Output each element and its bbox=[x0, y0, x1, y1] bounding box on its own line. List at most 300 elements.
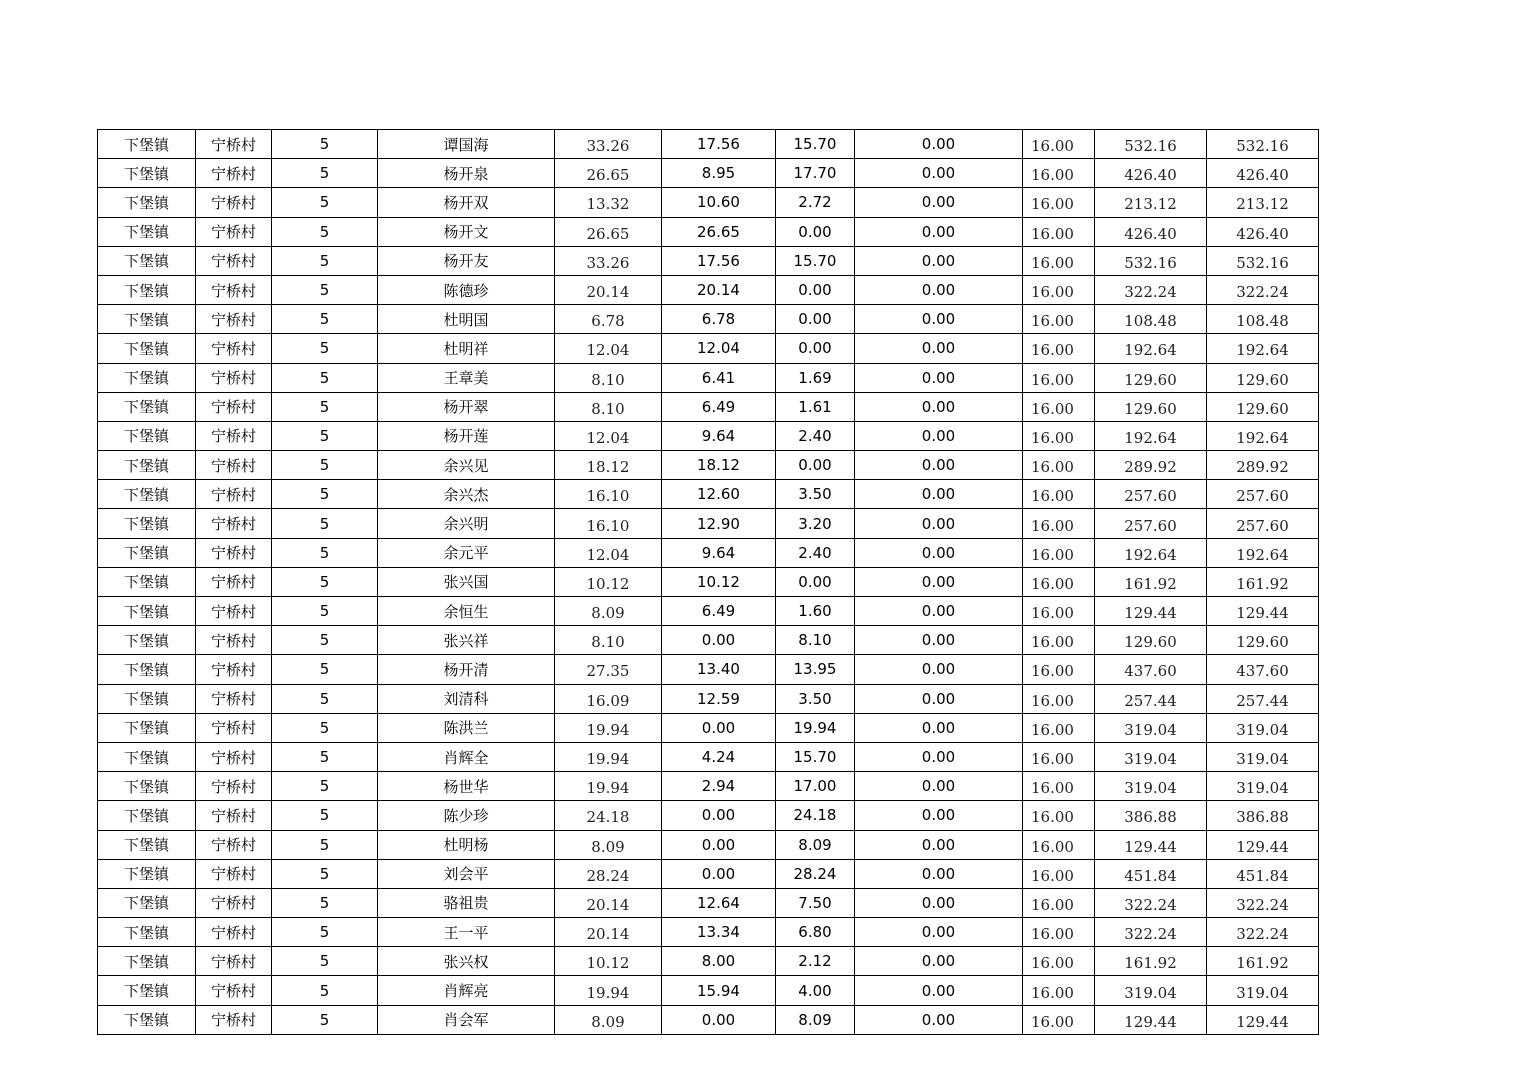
area-c-cell: 0.00 bbox=[855, 567, 1023, 596]
area-c-cell: 0.00 bbox=[855, 334, 1023, 363]
area-b-cell: 1.61 bbox=[776, 392, 855, 421]
amount-cell: 437.60 bbox=[1095, 655, 1207, 684]
table-row bbox=[98, 713, 1319, 742]
group-cell: 5 bbox=[272, 363, 378, 392]
amount-cell: 129.44 bbox=[1095, 830, 1207, 859]
town-cell: 下堡镇 bbox=[98, 801, 196, 830]
amount-cell: 161.92 bbox=[1095, 567, 1207, 596]
rate-cell: 16.00 bbox=[1023, 451, 1095, 480]
total-cell: 289.92 bbox=[1207, 451, 1319, 480]
town-cell: 下堡镇 bbox=[98, 742, 196, 771]
amount-cell: 319.04 bbox=[1095, 713, 1207, 742]
table-row bbox=[98, 976, 1319, 1005]
area-a-cell: 6.49 bbox=[662, 597, 776, 626]
rate-cell: 16.00 bbox=[1023, 159, 1095, 188]
group-cell: 5 bbox=[272, 480, 378, 509]
total-cell: 322.24 bbox=[1207, 275, 1319, 304]
name-cell: 刘清科 bbox=[378, 684, 555, 713]
village-cell: 宁桥村 bbox=[196, 713, 272, 742]
amount-cell: 319.04 bbox=[1095, 742, 1207, 771]
group-cell: 5 bbox=[272, 305, 378, 334]
rate-cell: 16.00 bbox=[1023, 305, 1095, 334]
table-row bbox=[98, 363, 1319, 392]
total-cell: 129.60 bbox=[1207, 392, 1319, 421]
area-a-cell: 18.12 bbox=[662, 451, 776, 480]
area-b-cell: 8.09 bbox=[776, 1005, 855, 1034]
total-cell: 161.92 bbox=[1207, 947, 1319, 976]
village-cell: 宁桥村 bbox=[196, 363, 272, 392]
group-cell: 5 bbox=[272, 509, 378, 538]
area-c-cell: 0.00 bbox=[855, 509, 1023, 538]
amount-cell: 213.12 bbox=[1095, 188, 1207, 217]
area-c-cell: 0.00 bbox=[855, 188, 1023, 217]
area-a-cell: 0.00 bbox=[662, 713, 776, 742]
name-cell: 余元平 bbox=[378, 538, 555, 567]
group-cell: 5 bbox=[272, 246, 378, 275]
area-a-cell: 8.95 bbox=[662, 159, 776, 188]
group-cell: 5 bbox=[272, 334, 378, 363]
village-cell: 宁桥村 bbox=[196, 392, 272, 421]
area-b-cell: 0.00 bbox=[776, 275, 855, 304]
total-cell: 192.64 bbox=[1207, 334, 1319, 363]
table-row bbox=[98, 947, 1319, 976]
rate-cell: 16.00 bbox=[1023, 392, 1095, 421]
group-cell: 5 bbox=[272, 918, 378, 947]
area-b-cell: 2.72 bbox=[776, 188, 855, 217]
total-cell: 161.92 bbox=[1207, 567, 1319, 596]
area-a-cell: 6.41 bbox=[662, 363, 776, 392]
area-a-cell: 13.40 bbox=[662, 655, 776, 684]
village-cell: 宁桥村 bbox=[196, 217, 272, 246]
rate-cell: 16.00 bbox=[1023, 655, 1095, 684]
town-cell: 下堡镇 bbox=[98, 509, 196, 538]
village-cell: 宁桥村 bbox=[196, 801, 272, 830]
area-cell: 24.18 bbox=[555, 801, 662, 830]
table-row bbox=[98, 451, 1319, 480]
town-cell: 下堡镇 bbox=[98, 713, 196, 742]
area-b-cell: 7.50 bbox=[776, 888, 855, 917]
amount-cell: 322.24 bbox=[1095, 275, 1207, 304]
area-c-cell: 0.00 bbox=[855, 684, 1023, 713]
amount-cell: 129.60 bbox=[1095, 626, 1207, 655]
area-b-cell: 19.94 bbox=[776, 713, 855, 742]
name-cell: 谭国海 bbox=[378, 130, 555, 159]
table-row bbox=[98, 188, 1319, 217]
name-cell: 陈少珍 bbox=[378, 801, 555, 830]
village-cell: 宁桥村 bbox=[196, 859, 272, 888]
area-b-cell: 4.00 bbox=[776, 976, 855, 1005]
group-cell: 5 bbox=[272, 597, 378, 626]
village-cell: 宁桥村 bbox=[196, 538, 272, 567]
rate-cell: 16.00 bbox=[1023, 246, 1095, 275]
area-cell: 18.12 bbox=[555, 451, 662, 480]
area-a-cell: 12.90 bbox=[662, 509, 776, 538]
village-cell: 宁桥村 bbox=[196, 918, 272, 947]
area-cell: 12.04 bbox=[555, 334, 662, 363]
town-cell: 下堡镇 bbox=[98, 888, 196, 917]
name-cell: 陈德珍 bbox=[378, 275, 555, 304]
total-cell: 257.60 bbox=[1207, 480, 1319, 509]
total-cell: 257.60 bbox=[1207, 509, 1319, 538]
area-c-cell: 0.00 bbox=[855, 713, 1023, 742]
total-cell: 451.84 bbox=[1207, 859, 1319, 888]
name-cell: 余兴明 bbox=[378, 509, 555, 538]
area-c-cell: 0.00 bbox=[855, 918, 1023, 947]
group-cell: 5 bbox=[272, 742, 378, 771]
area-cell: 19.94 bbox=[555, 713, 662, 742]
area-c-cell: 0.00 bbox=[855, 859, 1023, 888]
table-row bbox=[98, 509, 1319, 538]
town-cell: 下堡镇 bbox=[98, 1005, 196, 1034]
group-cell: 5 bbox=[272, 947, 378, 976]
area-cell: 20.14 bbox=[555, 918, 662, 947]
rate-cell: 16.00 bbox=[1023, 538, 1095, 567]
amount-cell: 192.64 bbox=[1095, 421, 1207, 450]
area-b-cell: 0.00 bbox=[776, 305, 855, 334]
name-cell: 肖会军 bbox=[378, 1005, 555, 1034]
area-a-cell: 9.64 bbox=[662, 421, 776, 450]
town-cell: 下堡镇 bbox=[98, 217, 196, 246]
area-c-cell: 0.00 bbox=[855, 275, 1023, 304]
area-a-cell: 12.59 bbox=[662, 684, 776, 713]
area-cell: 19.94 bbox=[555, 772, 662, 801]
town-cell: 下堡镇 bbox=[98, 684, 196, 713]
table-row bbox=[98, 626, 1319, 655]
amount-cell: 319.04 bbox=[1095, 976, 1207, 1005]
area-b-cell: 0.00 bbox=[776, 567, 855, 596]
area-c-cell: 0.00 bbox=[855, 392, 1023, 421]
town-cell: 下堡镇 bbox=[98, 188, 196, 217]
amount-cell: 129.44 bbox=[1095, 1005, 1207, 1034]
rate-cell: 16.00 bbox=[1023, 626, 1095, 655]
area-b-cell: 2.12 bbox=[776, 947, 855, 976]
area-cell: 26.65 bbox=[555, 217, 662, 246]
area-c-cell: 0.00 bbox=[855, 976, 1023, 1005]
total-cell: 426.40 bbox=[1207, 159, 1319, 188]
area-b-cell: 15.70 bbox=[776, 130, 855, 159]
town-cell: 下堡镇 bbox=[98, 772, 196, 801]
amount-cell: 319.04 bbox=[1095, 772, 1207, 801]
group-cell: 5 bbox=[272, 626, 378, 655]
area-b-cell: 1.69 bbox=[776, 363, 855, 392]
town-cell: 下堡镇 bbox=[98, 451, 196, 480]
rate-cell: 16.00 bbox=[1023, 480, 1095, 509]
village-cell: 宁桥村 bbox=[196, 772, 272, 801]
amount-cell: 257.60 bbox=[1095, 480, 1207, 509]
table-row bbox=[98, 772, 1319, 801]
group-cell: 5 bbox=[272, 830, 378, 859]
total-cell: 319.04 bbox=[1207, 976, 1319, 1005]
area-b-cell: 2.40 bbox=[776, 538, 855, 567]
area-a-cell: 0.00 bbox=[662, 859, 776, 888]
area-cell: 16.10 bbox=[555, 509, 662, 538]
area-a-cell: 0.00 bbox=[662, 626, 776, 655]
table-row bbox=[98, 159, 1319, 188]
name-cell: 杨开友 bbox=[378, 246, 555, 275]
town-cell: 下堡镇 bbox=[98, 363, 196, 392]
group-cell: 5 bbox=[272, 859, 378, 888]
village-cell: 宁桥村 bbox=[196, 888, 272, 917]
area-c-cell: 0.00 bbox=[855, 742, 1023, 771]
area-a-cell: 2.94 bbox=[662, 772, 776, 801]
area-cell: 19.94 bbox=[555, 976, 662, 1005]
total-cell: 129.44 bbox=[1207, 1005, 1319, 1034]
group-cell: 5 bbox=[272, 538, 378, 567]
rate-cell: 16.00 bbox=[1023, 1005, 1095, 1034]
amount-cell: 322.24 bbox=[1095, 888, 1207, 917]
group-cell: 5 bbox=[272, 451, 378, 480]
area-cell: 8.10 bbox=[555, 363, 662, 392]
area-c-cell: 0.00 bbox=[855, 421, 1023, 450]
area-c-cell: 0.00 bbox=[855, 655, 1023, 684]
area-cell: 8.09 bbox=[555, 830, 662, 859]
area-b-cell: 28.24 bbox=[776, 859, 855, 888]
rate-cell: 16.00 bbox=[1023, 859, 1095, 888]
town-cell: 下堡镇 bbox=[98, 626, 196, 655]
table-row bbox=[98, 1005, 1319, 1034]
rate-cell: 16.00 bbox=[1023, 188, 1095, 217]
area-c-cell: 0.00 bbox=[855, 363, 1023, 392]
area-a-cell: 12.04 bbox=[662, 334, 776, 363]
name-cell: 杨开文 bbox=[378, 217, 555, 246]
area-b-cell: 8.10 bbox=[776, 626, 855, 655]
area-c-cell: 0.00 bbox=[855, 947, 1023, 976]
area-cell: 20.14 bbox=[555, 888, 662, 917]
name-cell: 张兴祥 bbox=[378, 626, 555, 655]
village-cell: 宁桥村 bbox=[196, 684, 272, 713]
name-cell: 骆祖贵 bbox=[378, 888, 555, 917]
village-cell: 宁桥村 bbox=[196, 246, 272, 275]
area-cell: 16.10 bbox=[555, 480, 662, 509]
total-cell: 319.04 bbox=[1207, 713, 1319, 742]
group-cell: 5 bbox=[272, 801, 378, 830]
rate-cell: 16.00 bbox=[1023, 772, 1095, 801]
town-cell: 下堡镇 bbox=[98, 859, 196, 888]
total-cell: 192.64 bbox=[1207, 421, 1319, 450]
area-b-cell: 3.50 bbox=[776, 480, 855, 509]
area-cell: 12.04 bbox=[555, 421, 662, 450]
rate-cell: 16.00 bbox=[1023, 597, 1095, 626]
table-row bbox=[98, 801, 1319, 830]
rate-cell: 16.00 bbox=[1023, 947, 1095, 976]
area-b-cell: 24.18 bbox=[776, 801, 855, 830]
village-cell: 宁桥村 bbox=[196, 567, 272, 596]
rate-cell: 16.00 bbox=[1023, 888, 1095, 917]
area-c-cell: 0.00 bbox=[855, 888, 1023, 917]
village-cell: 宁桥村 bbox=[196, 421, 272, 450]
rate-cell: 16.00 bbox=[1023, 363, 1095, 392]
table-row bbox=[98, 859, 1319, 888]
total-cell: 319.04 bbox=[1207, 772, 1319, 801]
amount-cell: 192.64 bbox=[1095, 334, 1207, 363]
village-cell: 宁桥村 bbox=[196, 305, 272, 334]
group-cell: 5 bbox=[272, 976, 378, 1005]
name-cell: 杨开清 bbox=[378, 655, 555, 684]
rate-cell: 16.00 bbox=[1023, 976, 1095, 1005]
town-cell: 下堡镇 bbox=[98, 305, 196, 334]
table-row bbox=[98, 918, 1319, 947]
town-cell: 下堡镇 bbox=[98, 655, 196, 684]
town-cell: 下堡镇 bbox=[98, 421, 196, 450]
group-cell: 5 bbox=[272, 130, 378, 159]
group-cell: 5 bbox=[272, 392, 378, 421]
name-cell: 张兴国 bbox=[378, 567, 555, 596]
area-b-cell: 8.09 bbox=[776, 830, 855, 859]
group-cell: 5 bbox=[272, 888, 378, 917]
town-cell: 下堡镇 bbox=[98, 392, 196, 421]
area-a-cell: 9.64 bbox=[662, 538, 776, 567]
table-row bbox=[98, 305, 1319, 334]
rate-cell: 16.00 bbox=[1023, 918, 1095, 947]
area-a-cell: 26.65 bbox=[662, 217, 776, 246]
table-row bbox=[98, 538, 1319, 567]
rate-cell: 16.00 bbox=[1023, 509, 1095, 538]
area-b-cell: 3.20 bbox=[776, 509, 855, 538]
area-b-cell: 13.95 bbox=[776, 655, 855, 684]
total-cell: 129.44 bbox=[1207, 597, 1319, 626]
area-c-cell: 0.00 bbox=[855, 626, 1023, 655]
area-b-cell: 15.70 bbox=[776, 742, 855, 771]
rate-cell: 16.00 bbox=[1023, 567, 1095, 596]
total-cell: 426.40 bbox=[1207, 217, 1319, 246]
group-cell: 5 bbox=[272, 713, 378, 742]
rate-cell: 16.00 bbox=[1023, 421, 1095, 450]
rate-cell: 16.00 bbox=[1023, 801, 1095, 830]
area-b-cell: 0.00 bbox=[776, 334, 855, 363]
area-a-cell: 17.56 bbox=[662, 130, 776, 159]
group-cell: 5 bbox=[272, 655, 378, 684]
amount-cell: 129.60 bbox=[1095, 363, 1207, 392]
area-a-cell: 10.60 bbox=[662, 188, 776, 217]
amount-cell: 257.60 bbox=[1095, 509, 1207, 538]
table-row bbox=[98, 830, 1319, 859]
name-cell: 余兴杰 bbox=[378, 480, 555, 509]
amount-cell: 289.92 bbox=[1095, 451, 1207, 480]
total-cell: 322.24 bbox=[1207, 918, 1319, 947]
table-row bbox=[98, 597, 1319, 626]
name-cell: 杨开泉 bbox=[378, 159, 555, 188]
rate-cell: 16.00 bbox=[1023, 684, 1095, 713]
area-cell: 33.26 bbox=[555, 130, 662, 159]
area-cell: 26.65 bbox=[555, 159, 662, 188]
area-a-cell: 15.94 bbox=[662, 976, 776, 1005]
total-cell: 129.60 bbox=[1207, 626, 1319, 655]
area-cell: 8.10 bbox=[555, 626, 662, 655]
area-b-cell: 0.00 bbox=[776, 451, 855, 480]
rate-cell: 16.00 bbox=[1023, 275, 1095, 304]
area-a-cell: 17.56 bbox=[662, 246, 776, 275]
name-cell: 肖辉全 bbox=[378, 742, 555, 771]
area-a-cell: 6.49 bbox=[662, 392, 776, 421]
area-a-cell: 13.34 bbox=[662, 918, 776, 947]
area-c-cell: 0.00 bbox=[855, 801, 1023, 830]
area-c-cell: 0.00 bbox=[855, 451, 1023, 480]
town-cell: 下堡镇 bbox=[98, 830, 196, 859]
area-a-cell: 8.00 bbox=[662, 947, 776, 976]
rate-cell: 16.00 bbox=[1023, 217, 1095, 246]
rate-cell: 16.00 bbox=[1023, 742, 1095, 771]
area-cell: 8.09 bbox=[555, 597, 662, 626]
name-cell: 余恒生 bbox=[378, 597, 555, 626]
town-cell: 下堡镇 bbox=[98, 275, 196, 304]
village-cell: 宁桥村 bbox=[196, 509, 272, 538]
table-row bbox=[98, 275, 1319, 304]
table-row bbox=[98, 888, 1319, 917]
group-cell: 5 bbox=[272, 567, 378, 596]
area-c-cell: 0.00 bbox=[855, 1005, 1023, 1034]
group-cell: 5 bbox=[272, 421, 378, 450]
town-cell: 下堡镇 bbox=[98, 947, 196, 976]
area-b-cell: 0.00 bbox=[776, 217, 855, 246]
table-row bbox=[98, 392, 1319, 421]
amount-cell: 426.40 bbox=[1095, 159, 1207, 188]
area-cell: 13.32 bbox=[555, 188, 662, 217]
amount-cell: 532.16 bbox=[1095, 130, 1207, 159]
area-a-cell: 12.64 bbox=[662, 888, 776, 917]
table-row bbox=[98, 567, 1319, 596]
area-c-cell: 0.00 bbox=[855, 480, 1023, 509]
total-cell: 257.44 bbox=[1207, 684, 1319, 713]
group-cell: 5 bbox=[272, 684, 378, 713]
rate-cell: 16.00 bbox=[1023, 130, 1095, 159]
table-row bbox=[98, 421, 1319, 450]
area-b-cell: 17.00 bbox=[776, 772, 855, 801]
total-cell: 213.12 bbox=[1207, 188, 1319, 217]
town-cell: 下堡镇 bbox=[98, 567, 196, 596]
name-cell: 刘会平 bbox=[378, 859, 555, 888]
area-b-cell: 15.70 bbox=[776, 246, 855, 275]
table-body bbox=[98, 130, 1319, 1035]
table-row bbox=[98, 655, 1319, 684]
area-cell: 8.10 bbox=[555, 392, 662, 421]
amount-cell: 108.48 bbox=[1095, 305, 1207, 334]
town-cell: 下堡镇 bbox=[98, 538, 196, 567]
total-cell: 437.60 bbox=[1207, 655, 1319, 684]
group-cell: 5 bbox=[272, 275, 378, 304]
rate-cell: 16.00 bbox=[1023, 713, 1095, 742]
town-cell: 下堡镇 bbox=[98, 480, 196, 509]
village-cell: 宁桥村 bbox=[196, 626, 272, 655]
table-row bbox=[98, 246, 1319, 275]
total-cell: 322.24 bbox=[1207, 888, 1319, 917]
area-cell: 27.35 bbox=[555, 655, 662, 684]
name-cell: 王一平 bbox=[378, 918, 555, 947]
amount-cell: 192.64 bbox=[1095, 538, 1207, 567]
area-b-cell: 2.40 bbox=[776, 421, 855, 450]
total-cell: 129.60 bbox=[1207, 363, 1319, 392]
table-row bbox=[98, 130, 1319, 159]
table-row bbox=[98, 217, 1319, 246]
amount-cell: 426.40 bbox=[1095, 217, 1207, 246]
village-cell: 宁桥村 bbox=[196, 597, 272, 626]
amount-cell: 386.88 bbox=[1095, 801, 1207, 830]
amount-cell: 129.44 bbox=[1095, 597, 1207, 626]
table-row bbox=[98, 334, 1319, 363]
area-b-cell: 3.50 bbox=[776, 684, 855, 713]
village-cell: 宁桥村 bbox=[196, 159, 272, 188]
area-a-cell: 12.60 bbox=[662, 480, 776, 509]
total-cell: 192.64 bbox=[1207, 538, 1319, 567]
amount-cell: 161.92 bbox=[1095, 947, 1207, 976]
group-cell: 5 bbox=[272, 159, 378, 188]
village-cell: 宁桥村 bbox=[196, 130, 272, 159]
area-a-cell: 0.00 bbox=[662, 801, 776, 830]
amount-cell: 257.44 bbox=[1095, 684, 1207, 713]
total-cell: 532.16 bbox=[1207, 246, 1319, 275]
amount-cell: 129.60 bbox=[1095, 392, 1207, 421]
total-cell: 386.88 bbox=[1207, 801, 1319, 830]
area-a-cell: 6.78 bbox=[662, 305, 776, 334]
